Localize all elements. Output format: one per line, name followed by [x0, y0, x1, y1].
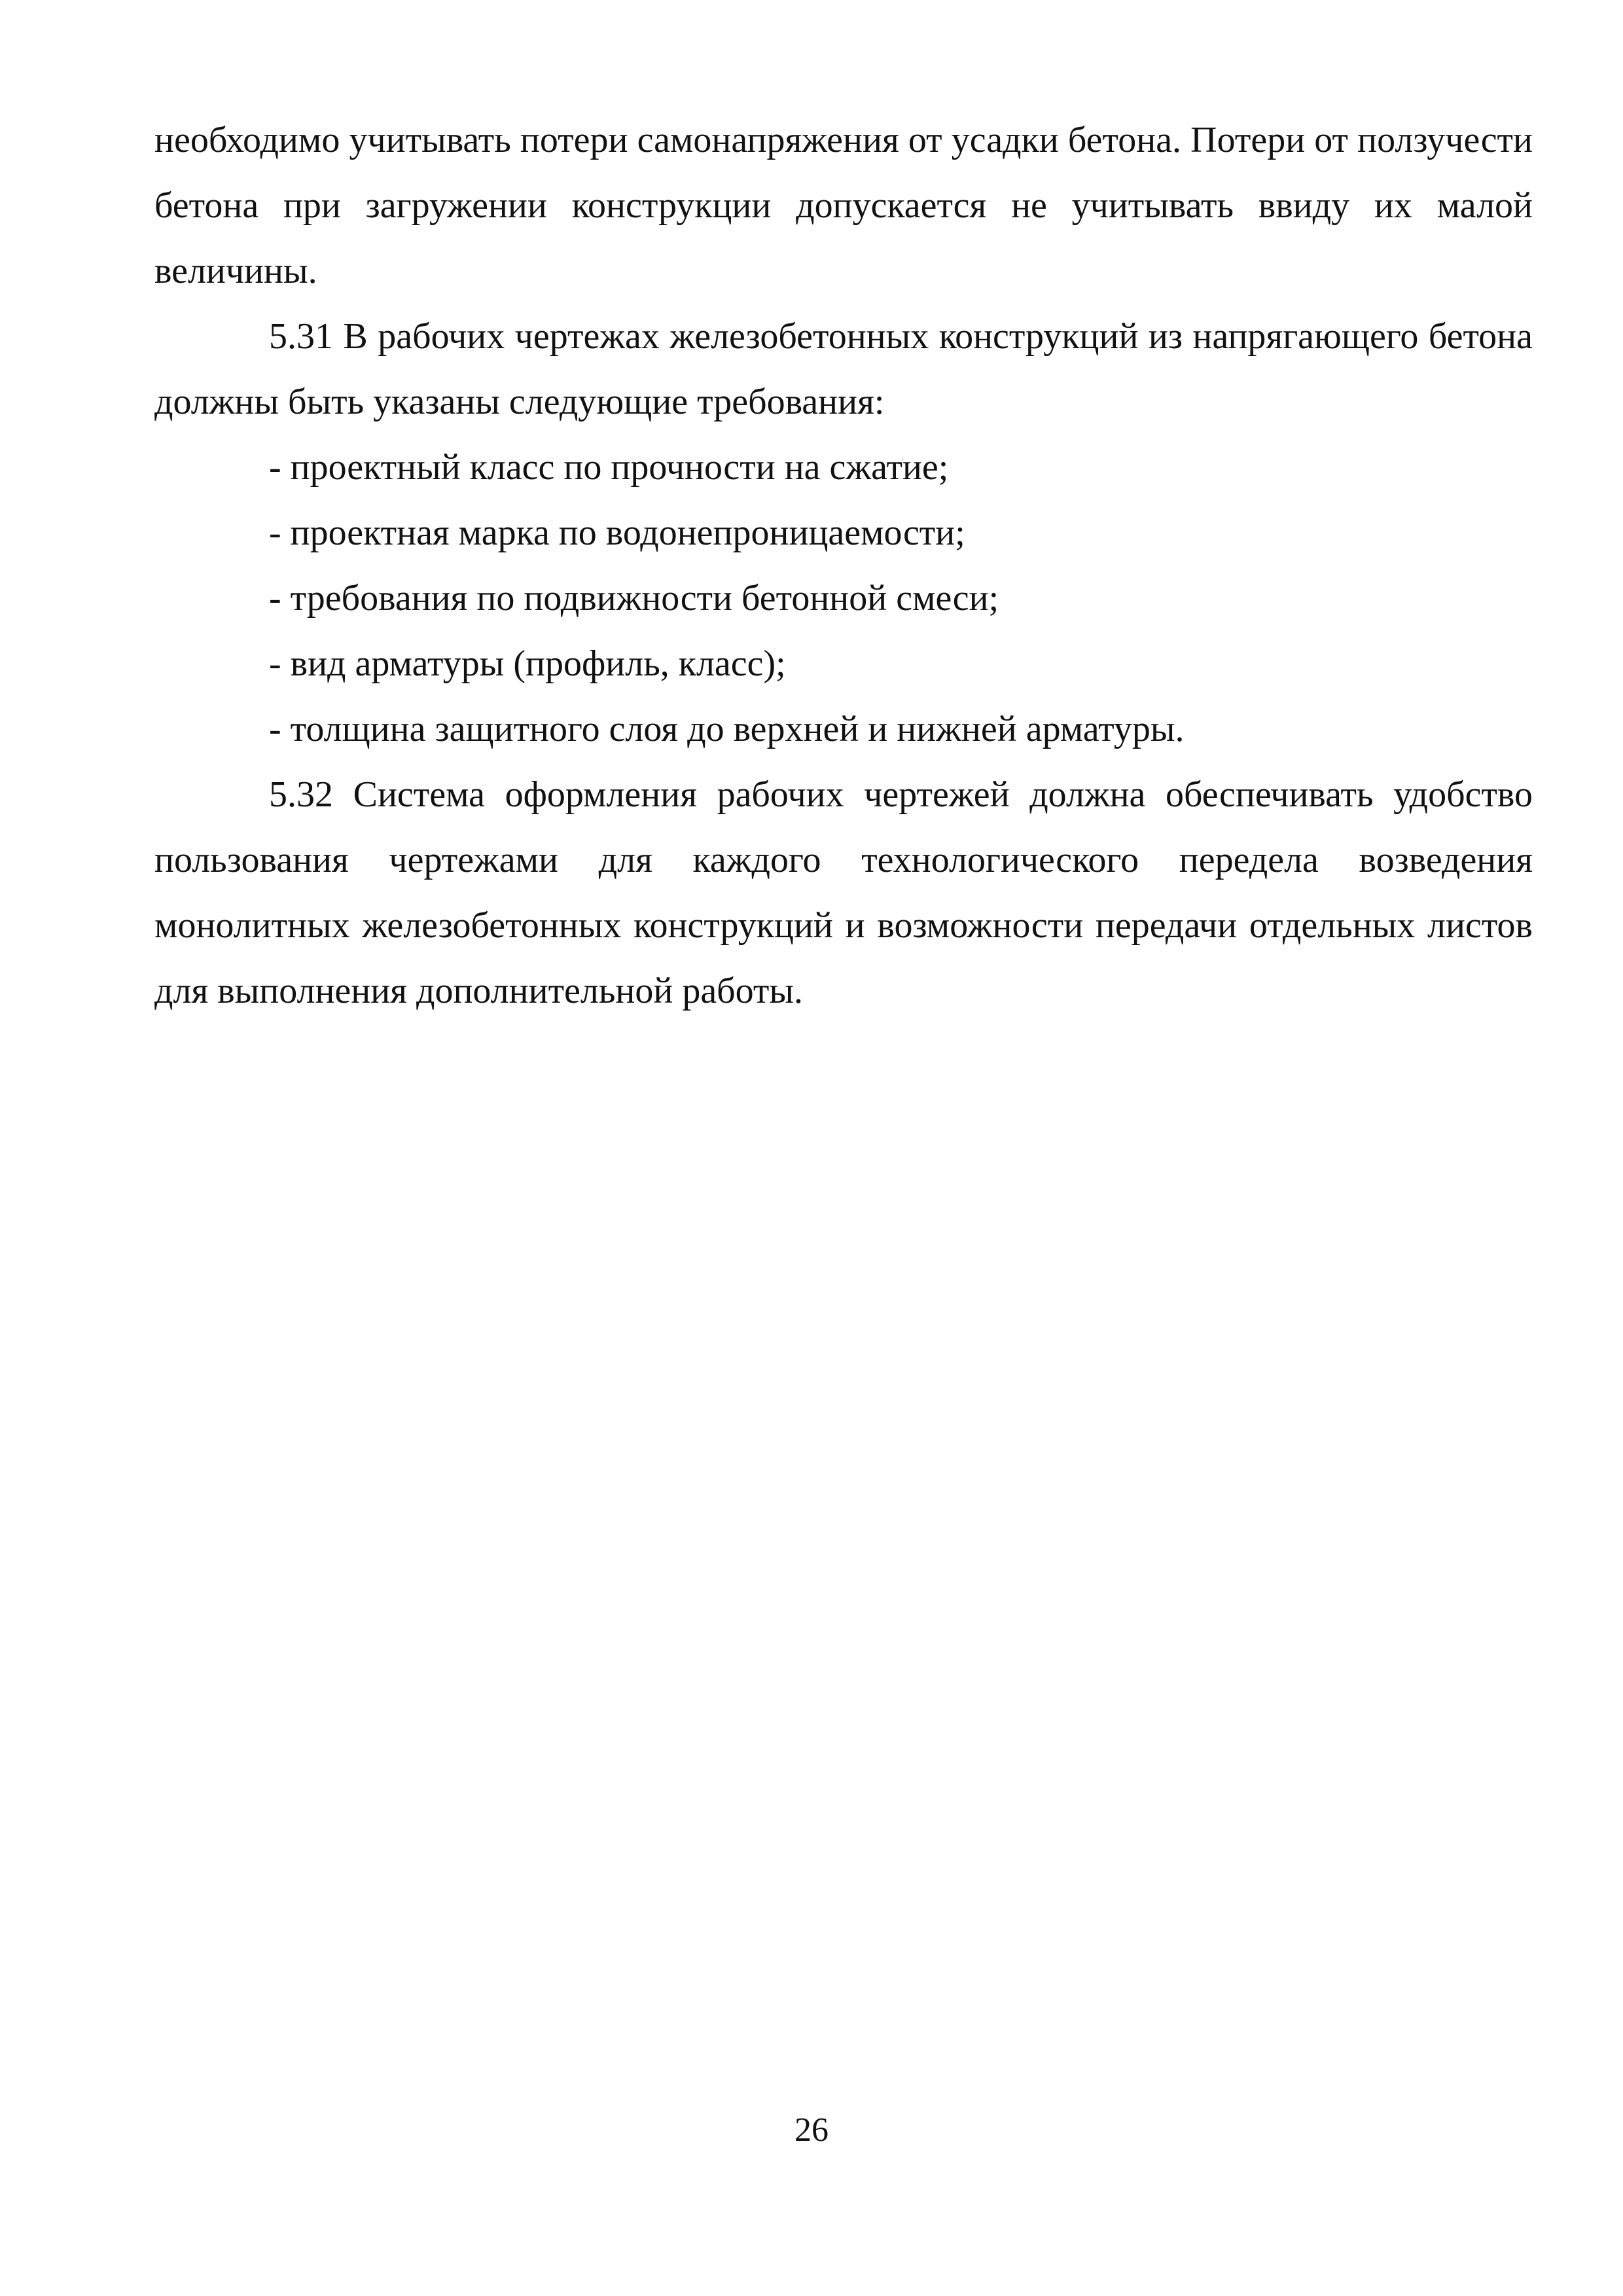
paragraph-5-31: 5.31 В рабочих чертежах железобетонных конструкций из напрягающего бетона должны быть указаны следующие требования: — [154, 316, 1533, 422]
list-item: - требования по подвижности бетонной смеси; — [269, 578, 999, 619]
list-item: - проектный класс по прочности на сжатие; — [269, 447, 949, 488]
list-item: - проектная марка по водонепроницаемости; — [269, 512, 965, 553]
page-number: 26 — [794, 2111, 829, 2149]
paragraph-continuation: необходимо учитывать потери самонапряжения от усадки бетона. Потери от ползучести бетона при загружении конструкции допускается не учитывать ввиду их малой величины. — [154, 120, 1533, 291]
body-text — [154, 107, 1533, 1024]
list-item: - толщина защитного слоя до верхней и нижней арматуры. — [269, 709, 1185, 749]
requirements-list — [154, 435, 1533, 762]
list-item: - вид арматуры (профиль, класс); — [269, 643, 786, 684]
paragraph-5-32: 5.32 Система оформления рабочих чертежей должна обеспечивать удобство пользования чертежами для каждого технологического передела возведения монолитных железобетонных конструкций и возможности передачи отдельных листов для выполнения дополнительной работы. — [154, 774, 1533, 1011]
